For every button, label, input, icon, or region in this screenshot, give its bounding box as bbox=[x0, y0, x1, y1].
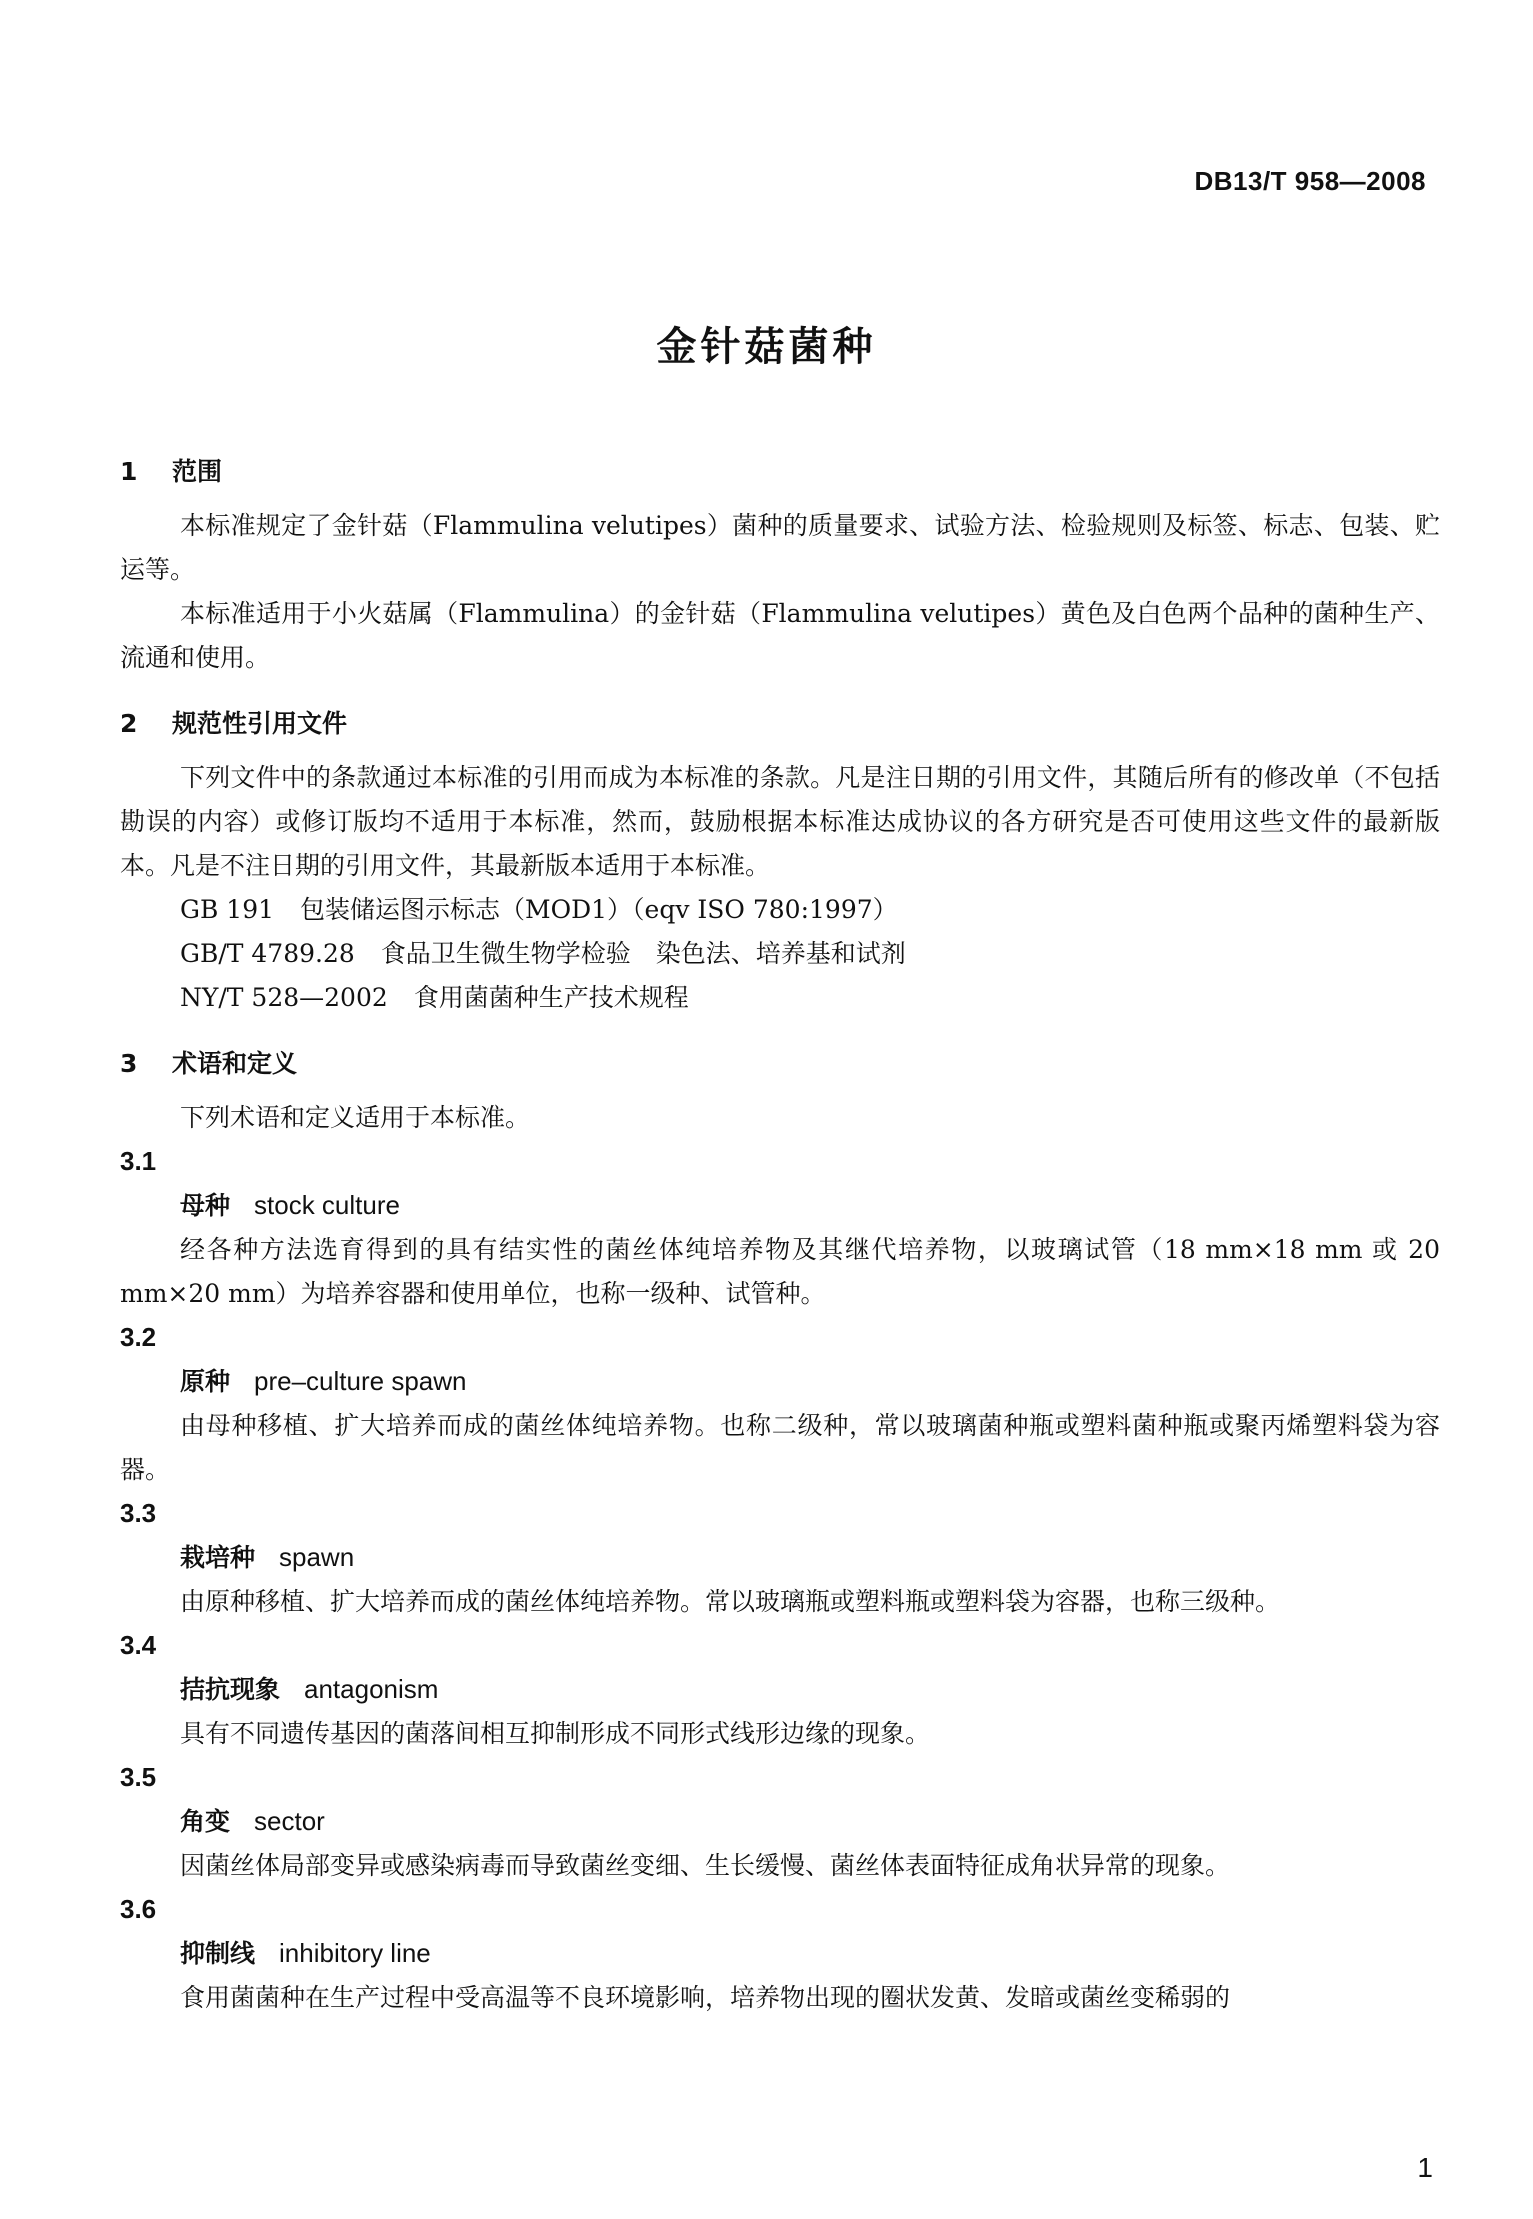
term-zh: 拮抗现象 bbox=[180, 1675, 281, 1704]
terms-intro: 下列术语和定义适用于本标准。 bbox=[180, 1103, 531, 1132]
reference-code: NY/T 528—2002 bbox=[180, 983, 388, 1012]
reference-title: 包装储运图示标志（MOD1）（eqv ISO 780:1997） bbox=[300, 895, 898, 924]
reference-code: GB 191 bbox=[180, 895, 275, 924]
term-zh: 原种 bbox=[180, 1367, 231, 1396]
document-title: 金针菇菌种 bbox=[656, 324, 877, 370]
section-title: 规范性引用文件 bbox=[172, 709, 348, 738]
term-en: sector bbox=[254, 1806, 325, 1836]
term-definition: 食用菌菌种在生产过程中受高温等不良环境影响，培养物出现的圈状发黄、发暗或菌丝变稀弱的 bbox=[180, 1983, 1231, 2012]
section-number: 1 bbox=[120, 457, 138, 486]
term-en: spawn bbox=[279, 1542, 355, 1572]
section-3-heading bbox=[120, 1044, 1440, 1084]
term-zh: 母种 bbox=[180, 1191, 231, 1220]
term-zh: 角变 bbox=[180, 1807, 231, 1836]
section-2-heading bbox=[120, 704, 1440, 744]
section-title: 范围 bbox=[172, 457, 223, 486]
scope-paragraph: 本标准适用于小火菇属（Flammulina）的金针菇（Flammulina velutipes）黄色及白色两个品种的菌种生产、流通和使用。 bbox=[120, 599, 1440, 672]
term-zh: 栽培种 bbox=[180, 1543, 256, 1572]
term-en: pre–culture spawn bbox=[254, 1366, 467, 1396]
scope-paragraph: 本标准规定了金针菇（Flammulina velutipes）菌种的质量要求、试验方法、检验规则及标签、标志、包装、贮运等。 bbox=[120, 511, 1440, 584]
section-1-heading bbox=[120, 452, 1440, 492]
reference-title: 食品卫生微生物学检验 染色法、培养基和试剂 bbox=[380, 939, 906, 968]
reference-code: GB/T 4789.28 bbox=[180, 939, 355, 968]
term-definition: 因菌丝体局部变异或感染病毒而导致菌丝变细、生长缓慢、菌丝体表面特征成角状异常的现象。 bbox=[180, 1851, 1231, 1880]
term-name bbox=[120, 1182, 1440, 1228]
term-definition: 经各种方法选育得到的具有结实性的菌丝体纯培养物及其继代培养物，以玻璃试管（18 mm×18 mm 或 20 mm×20 mm）为培养容器和使用单位，也称一级种、试管种。 bbox=[120, 1235, 1440, 1308]
reference-item bbox=[120, 932, 1440, 976]
reference-title: 食用菌菌种生产技术规程 bbox=[413, 983, 689, 1012]
section-title: 术语和定义 bbox=[172, 1049, 298, 1078]
page-number: 1 bbox=[1417, 2152, 1433, 2183]
reference-item bbox=[120, 976, 1440, 1020]
term-number: 3.6 bbox=[120, 1894, 157, 1924]
term-number: 3.4 bbox=[120, 1630, 157, 1660]
standard-code: DB13/T 958—2008 bbox=[1194, 166, 1426, 196]
term-definition: 由原种移植、扩大培养而成的菌丝体纯培养物。常以玻璃瓶或塑料瓶或塑料袋为容器，也称三级种。 bbox=[180, 1587, 1281, 1616]
term-number: 3.1 bbox=[120, 1146, 157, 1176]
term-definition: 由母种移植、扩大培养而成的菌丝体纯培养物。也称二级种，常以玻璃菌种瓶或塑料菌种瓶或聚丙烯塑料袋为容器。 bbox=[120, 1411, 1440, 1484]
term-name bbox=[120, 1930, 1440, 1976]
term-name bbox=[120, 1534, 1440, 1580]
section-number: 2 bbox=[120, 709, 138, 738]
document-body bbox=[120, 452, 1440, 2020]
term-number: 3.5 bbox=[120, 1762, 157, 1792]
term-number: 3.2 bbox=[120, 1322, 157, 1352]
reference-item bbox=[120, 888, 1440, 932]
section-number: 3 bbox=[120, 1049, 138, 1078]
references-intro: 下列文件中的条款通过本标准的引用而成为本标准的条款。凡是注日期的引用文件，其随后所有的修改单（不包括勘误的内容）或修订版均不适用于本标准，然而，鼓励根据本标准达成协议的各方研究是否可使用这些文件的最新版本。凡是不注日期的引用文件，其最新版本适用于本标准。 bbox=[120, 763, 1440, 880]
term-name bbox=[120, 1666, 1440, 1712]
term-en: inhibitory line bbox=[279, 1938, 431, 1968]
term-name bbox=[120, 1358, 1440, 1404]
term-name bbox=[120, 1798, 1440, 1844]
term-zh: 抑制线 bbox=[180, 1939, 256, 1968]
term-definition: 具有不同遗传基因的菌落间相互抑制形成不同形式线形边缘的现象。 bbox=[180, 1719, 931, 1748]
term-number: 3.3 bbox=[120, 1498, 157, 1528]
term-en: stock culture bbox=[254, 1190, 400, 1220]
term-en: antagonism bbox=[304, 1674, 439, 1704]
